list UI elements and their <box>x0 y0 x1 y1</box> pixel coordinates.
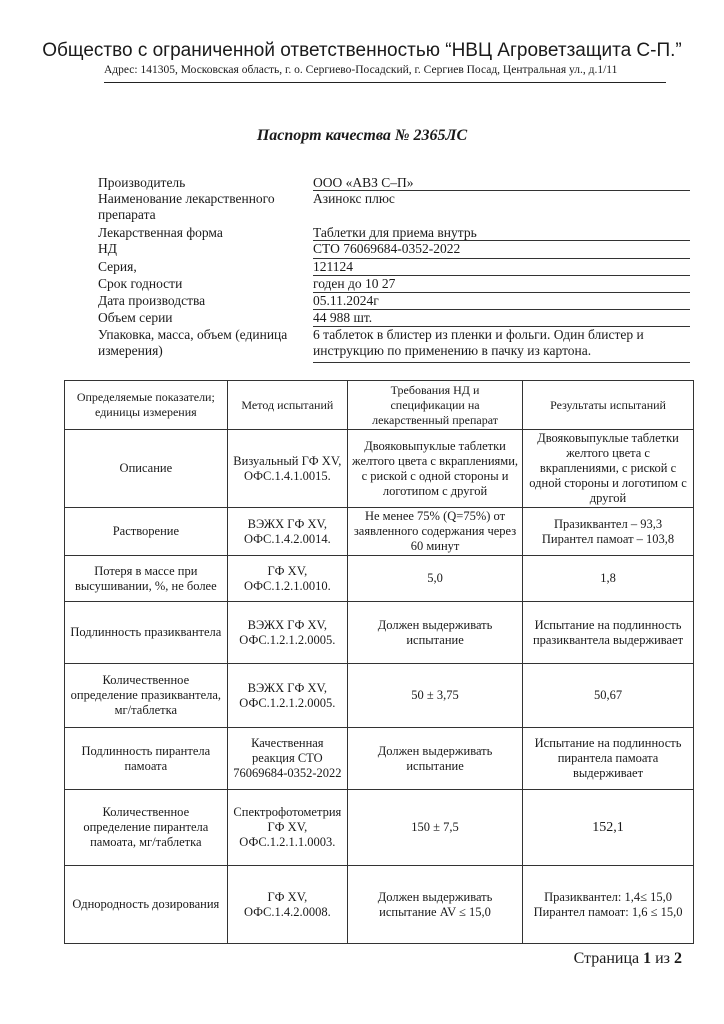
row-method: ВЭЖХ ГФ XV, ОФС.1.2.1.2.0005. <box>227 664 347 728</box>
info-label: Серия, <box>98 259 137 274</box>
row-requirement: 50 ± 3,75 <box>348 664 523 728</box>
header-divider <box>104 82 666 83</box>
info-row-packaging <box>98 327 690 363</box>
table-row <box>65 602 694 664</box>
info-label: Срок годности <box>98 276 183 291</box>
row-requirement: Двояковыпуклые таблетки желтого цвета с вкраплениями, с риской с одной стороны и логотипом с другой <box>348 430 523 508</box>
info-value: ООО «АВЗ С–П» <box>313 175 690 191</box>
info-label: Наименование лекарственного препарата <box>98 191 275 222</box>
table-row <box>65 508 694 556</box>
column-header: Результаты испытаний <box>523 381 694 430</box>
info-label: Объем серии <box>98 310 173 325</box>
info-row-nd <box>98 241 690 259</box>
info-value: 44 988 шт. <box>313 310 690 327</box>
row-parameter: Описание <box>65 430 228 508</box>
info-row-manufacturer <box>98 175 690 191</box>
row-method: ВЭЖХ ГФ XV, ОФС.1.4.2.0014. <box>227 508 347 556</box>
row-result: Празиквантел: 1,4≤ 15,0 Пирантел памоат: 1,6 ≤ 15,0 <box>523 866 694 944</box>
page-number: 1 <box>643 950 652 967</box>
row-requirement: Должен выдерживать испытание <box>348 602 523 664</box>
row-method: ВЭЖХ ГФ XV, ОФС.1.2.1.2.0005. <box>227 602 347 664</box>
info-label: Производитель <box>98 175 186 190</box>
info-label: Лекарственная форма <box>98 225 223 240</box>
info-value: 05.11.2024г <box>313 293 690 310</box>
column-header: Требования НД и спецификации на лекарственный препарат <box>348 381 523 430</box>
row-result: Испытание на подлинность пирантела памоата выдерживает <box>523 728 694 790</box>
info-row-form <box>98 225 690 241</box>
row-requirement: 5,0 <box>348 556 523 602</box>
table-row <box>65 556 694 602</box>
row-method: ГФ XV, ОФС.1.4.2.0008. <box>227 866 347 944</box>
document-title: Паспорт качества № 2365ЛС <box>256 127 468 144</box>
page-of: из <box>655 950 670 967</box>
row-method: Спектрофотометрия ГФ XV, ОФС.1.2.1.1.0003. <box>227 790 347 866</box>
column-header: Метод испытаний <box>227 381 347 430</box>
row-method: Качественная реакция СТО 76069684-0352-2022 <box>227 728 347 790</box>
page-indicator <box>574 950 682 968</box>
info-row-series <box>98 259 690 276</box>
info-label: НД <box>98 241 117 256</box>
row-result: 152,1 <box>523 790 694 866</box>
row-method: ГФ XV, ОФС.1.2.1.0010. <box>227 556 347 602</box>
company-address: Адрес: 141305, Московская область, г. о. Сергиево-Посадский, г. Сергиев Посад, Центральная ул., д.1/11 <box>104 64 618 76</box>
row-parameter: Растворение <box>65 508 228 556</box>
info-value: Таблетки для приема внутрь <box>313 225 690 241</box>
row-result: 50,67 <box>523 664 694 728</box>
row-requirement: Не менее 75% (Q=75%) от заявленного содержания через 60 минут <box>348 508 523 556</box>
row-parameter: Количественное определение празиквантела, мг/таблетка <box>65 664 228 728</box>
row-parameter: Потеря в массе при высушивании, %, не более <box>65 556 228 602</box>
info-row-expiry <box>98 276 690 293</box>
company-name: Общество с ограниченной ответственностью “НВЦ Агроветзащита С-П.” <box>42 40 682 61</box>
page-total: 2 <box>674 950 682 967</box>
table-row <box>65 866 694 944</box>
info-row-production-date <box>98 293 690 310</box>
row-requirement: Должен выдерживать испытание AV ≤ 15,0 <box>348 866 523 944</box>
info-value: 121124 <box>313 259 690 276</box>
info-value: СТО 76069684-0352-2022 <box>313 241 690 259</box>
info-row-drug-name <box>98 191 690 225</box>
row-result: Испытание на подлинность празиквантела выдерживает <box>523 602 694 664</box>
row-parameter: Однородность дозирования <box>65 866 228 944</box>
results-table <box>64 380 694 944</box>
row-parameter: Подлинность пирантела памоата <box>65 728 228 790</box>
product-info <box>98 175 690 363</box>
table-row <box>65 790 694 866</box>
info-value: Азинокс плюс <box>313 191 395 206</box>
row-method: Визуальный ГФ XV, ОФС.1.4.1.0015. <box>227 430 347 508</box>
table-row <box>65 728 694 790</box>
info-label: Упаковка, масса, объем (единица измерения) <box>98 327 288 358</box>
row-parameter: Количественное определение пирантела памоата, мг/таблетка <box>65 790 228 866</box>
row-requirement: 150 ± 7,5 <box>348 790 523 866</box>
info-value: 6 таблеток в блистер из пленки и фольги. Один блистер и инструкцию по применению в пачку из картона. <box>313 327 690 363</box>
info-row-series-volume <box>98 310 690 327</box>
info-label: Дата производства <box>98 293 206 308</box>
row-parameter: Подлинность празиквантела <box>65 602 228 664</box>
row-requirement: Должен выдерживать испытание <box>348 728 523 790</box>
table-row <box>65 664 694 728</box>
info-value: годен до 10 27 <box>313 276 690 293</box>
row-result: Празиквантел – 93,3 Пирантел памоат – 103,8 <box>523 508 694 556</box>
column-header: Определяемые показатели; единицы измерения <box>65 381 228 430</box>
table-header-row <box>65 381 694 430</box>
page-label: Страница <box>573 950 640 967</box>
table-row <box>65 430 694 508</box>
row-result: Двояковыпуклые таблетки желтого цвета с вкраплениями, с риской с одной стороны и логотипом с другой <box>523 430 694 508</box>
row-result: 1,8 <box>523 556 694 602</box>
